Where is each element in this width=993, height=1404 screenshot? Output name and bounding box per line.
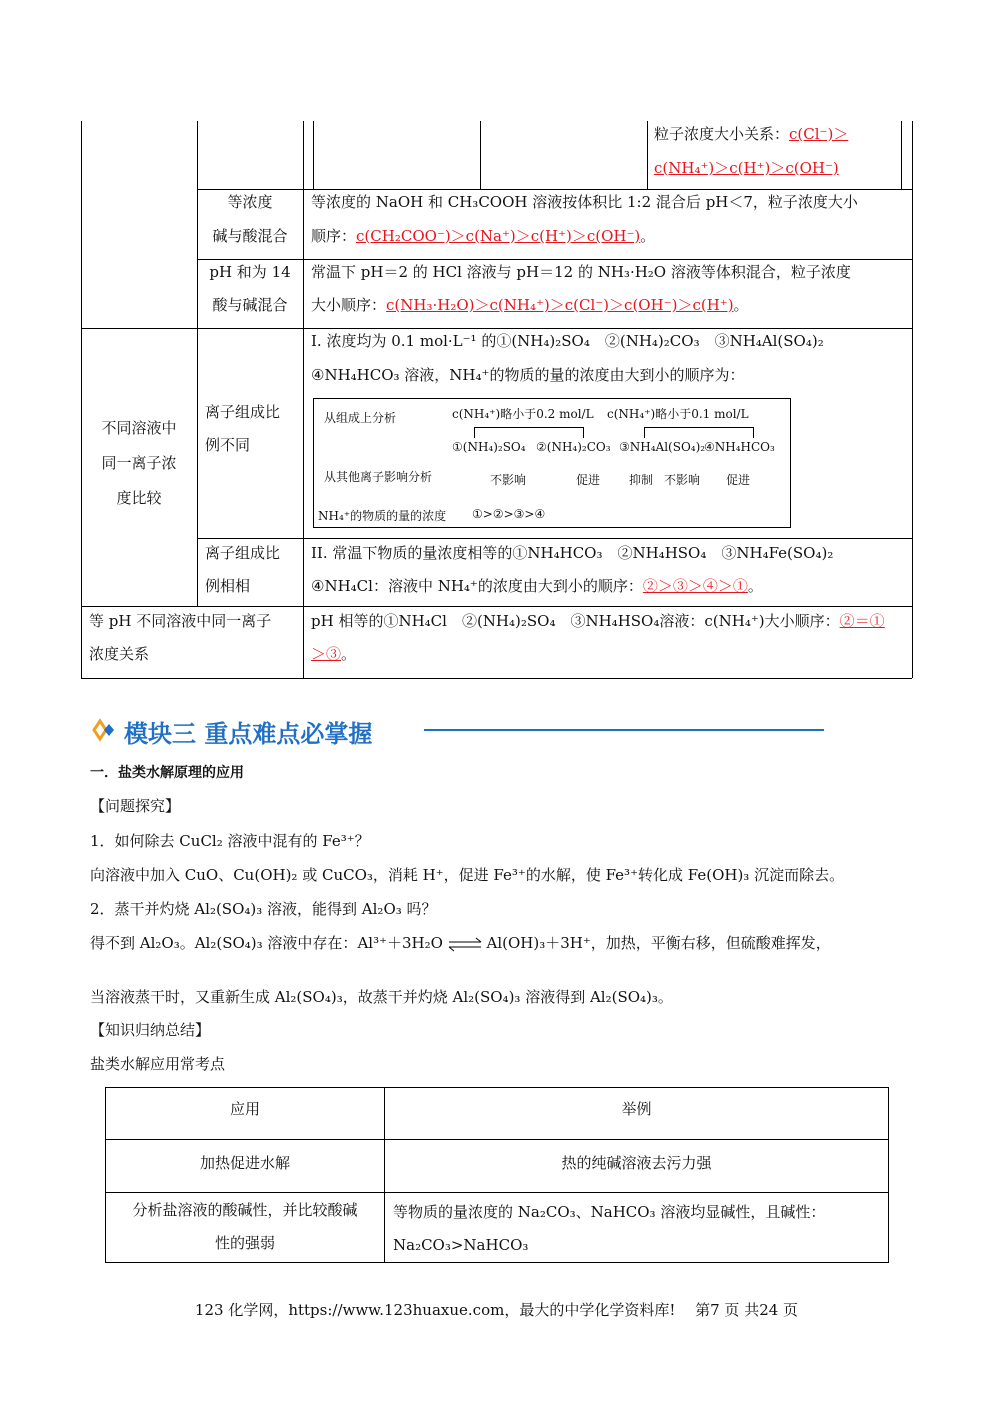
t2-r2-app-1: 分析盐溶液的酸碱性，并比较酸碱 (132, 1201, 358, 1219)
ph-text-line-2 (311, 289, 749, 322)
answer-2-part-1: 得不到 Al₂O₃。Al₂(SO₄)₃ 溶液中存在：Al³⁺＋3H₂O (90, 934, 443, 952)
diag-row2-label: 从其他离子影响分析 (324, 470, 433, 484)
same-label-2: 例相相 (205, 577, 251, 595)
question-1: 1．如何除去 CuCl₂ 溶液中混有的 Fe³⁺？ (90, 832, 370, 850)
group-label-2: 同一离子浓 (101, 454, 177, 472)
ph-group-label-1: 等 pH 不同溶液中同一离子 (89, 612, 272, 630)
diag-eff-4: 不影响 (664, 473, 701, 487)
particle-answer-1: c(Cl⁻)＞ (789, 125, 849, 143)
t2-header-example: 举例 (621, 1100, 652, 1118)
answer-1: 向溶液中加入 CuO、Cu(OH)₂ 或 CuCO₃，消耗 H⁺，促进 Fe³⁺的水解，使 Fe³⁺转化成 Fe(OH)₃ 沉淀而除去。 (90, 866, 845, 884)
same-label-1: 离子组成比 (205, 544, 281, 562)
diag-item-2: ②(NH₄)₂CO₃ (536, 440, 611, 454)
ph-label-2: 酸与碱混合 (212, 296, 288, 314)
answer-2-part-2: Al(OH)₃＋3H⁺，加热，平衡右移，但硫酸难挥发， (486, 934, 831, 952)
ph-group-line-1 (311, 605, 911, 638)
ph-group-end: 。 (341, 645, 357, 663)
t2-r2-example-2: Na₂CO₃>NaHCO₃ (393, 1236, 529, 1254)
diag-bracket-b: c(NH₄⁺)略小于0.1 mol/L (607, 407, 749, 421)
particle-answer-2: c(NH₄⁺)＞c(H⁺)＞c(OH⁻) (654, 159, 839, 177)
section-diamond-icon (92, 718, 118, 742)
diag-bracket-a: c(NH₄⁺)略小于0.2 mol/L (452, 407, 594, 421)
diff-label-2: 例不同 (205, 436, 251, 454)
summary-heading: 【知识归纳总结】 (90, 1021, 211, 1039)
intro-text: 盐类水解应用常考点 (90, 1055, 226, 1073)
diag-eff-1: 不影响 (490, 473, 527, 487)
ph-text-2: 大小顺序： (311, 296, 387, 314)
question-2: 2．蒸干并灼烧 Al₂(SO₄)₃ 溶液，能得到 Al₂O₃ 吗？ (90, 900, 437, 918)
diag-eff-5: 促进 (726, 473, 751, 487)
diag-eff-3: 抑制 (629, 473, 654, 487)
bracket-b-line (644, 427, 754, 438)
eq-text-2: 顺序： (311, 227, 357, 245)
group-label-3: 度比较 (116, 489, 162, 507)
eq-label-1: 等浓度 (227, 193, 273, 211)
same-text-2: ④NH₄Cl：溶液中 NH₄⁺的浓度由大到小的顺序： (311, 577, 643, 595)
bracket-a-line (474, 427, 584, 438)
section-rule (424, 729, 824, 731)
eq-label-2: 碱与酸混合 (212, 227, 288, 245)
diag-item-3: ③NH₄Al(SO₄)₂ (619, 440, 706, 454)
section-title: 模块三 重点难点必掌握 (124, 720, 373, 748)
diag-order: ①>②>③>④ (472, 507, 546, 521)
same-text-line-2 (311, 570, 763, 603)
diag-item-4: ④NH₄HCO₃ (704, 440, 775, 454)
t2-r2-app-2: 性的强弱 (214, 1234, 275, 1252)
diag-row1-label: 从组成上分析 (324, 411, 397, 425)
same-answer: ②＞③＞④＞① (642, 577, 748, 595)
eq-end: 。 (640, 227, 656, 245)
eq-answer: c(CH₂COO⁻)＞c(Na⁺)＞c(H⁺)＞c(OH⁻) (356, 227, 641, 245)
diff-text-1: I. 浓度均为 0.1 mol·L⁻¹ 的①(NH₄)₂SO₄ ②(NH₄)₂CO₃ ③NH₄Al(SO₄)₂ (311, 332, 824, 350)
ph-group-text-1: pH 相等的①NH₄Cl ②(NH₄)₂SO₄ ③NH₄HSO₄溶液：c(NH₄⁺)大小顺序： (311, 612, 840, 630)
t2-header-app: 应用 (229, 1100, 260, 1118)
diag-item-1: ①(NH₄)₂SO₄ (452, 440, 526, 454)
same-text-1: II. 常温下物质的量浓度相等的①NH₄HCO₃ ②NH₄HSO₄ ③NH₄Fe(SO₄)₂ (311, 544, 834, 562)
diff-label-1: 离子组成比 (205, 403, 281, 421)
eq-text-line-2 (311, 220, 655, 253)
diag-eff-2: 促进 (576, 473, 601, 487)
t2-r2-example-1: 等物质的量浓度的 Na₂CO₃、NaHCO₃ 溶液均显碱性，且碱性： (393, 1203, 826, 1221)
page-footer: 123 化学网，https://www.123huaxue.com，最大的中学化学资料库! 第7 页 共24 页 (194, 1301, 799, 1319)
answer-2-line-3: 当溶液蒸干时，又重新生成 Al₂(SO₄)₃，故蒸干并灼烧 Al₂(SO₄)₃ 溶液得到 Al₂(SO₄)₃。 (90, 988, 673, 1006)
t2-r1-example: 热的纯碱溶液去污力强 (561, 1154, 712, 1172)
ph-text-1: 常温下 pH＝2 的 HCl 溶液与 pH＝12 的 NH₃·H₂O 溶液等体积混合，粒子浓度 (311, 263, 851, 281)
explore-heading: 【问题探究】 (90, 797, 181, 815)
ph-label-1: pH 和为 14 (209, 263, 291, 281)
same-end: 。 (747, 577, 763, 595)
table2 (105, 1087, 889, 1263)
analysis-diagram (313, 398, 791, 528)
equilibrium-arrow-icon (448, 936, 482, 952)
diff-text-2: ④NH₄HCO₃ 溶液，NH₄⁺的物质的量的浓度由大到小的顺序为： (311, 366, 745, 384)
eq-text-1: 等浓度的 NaOH 和 CH₃COOH 溶液按体积比 1:2 混合后 pH＜7，粒子浓度大小 (311, 193, 858, 211)
particle-label: 粒子浓度大小关系： (654, 125, 790, 143)
ph-answer: c(NH₃·H₂O)＞c(NH₄⁺)＞c(Cl⁻)＞c(OH⁻)＞c(H⁺) (386, 296, 734, 314)
ph-group-line-2 (311, 638, 356, 671)
t2-r1-app: 加热促进水解 (199, 1154, 290, 1172)
ph-group-answer-2: ＞③ (311, 645, 342, 663)
answer-2-line-1 (90, 932, 831, 953)
ph-group-answer-1: ②＝① (839, 612, 885, 630)
heading-1: 一．盐类水解原理的应用 (90, 765, 244, 781)
ph-end: 。 (733, 296, 749, 314)
diag-row3-label: NH₄⁺的物质的量的浓度 (318, 509, 447, 523)
group-label-1: 不同溶液中 (101, 419, 177, 437)
ph-group-label-2: 浓度关系 (89, 645, 150, 663)
particle-label-row (654, 118, 848, 151)
